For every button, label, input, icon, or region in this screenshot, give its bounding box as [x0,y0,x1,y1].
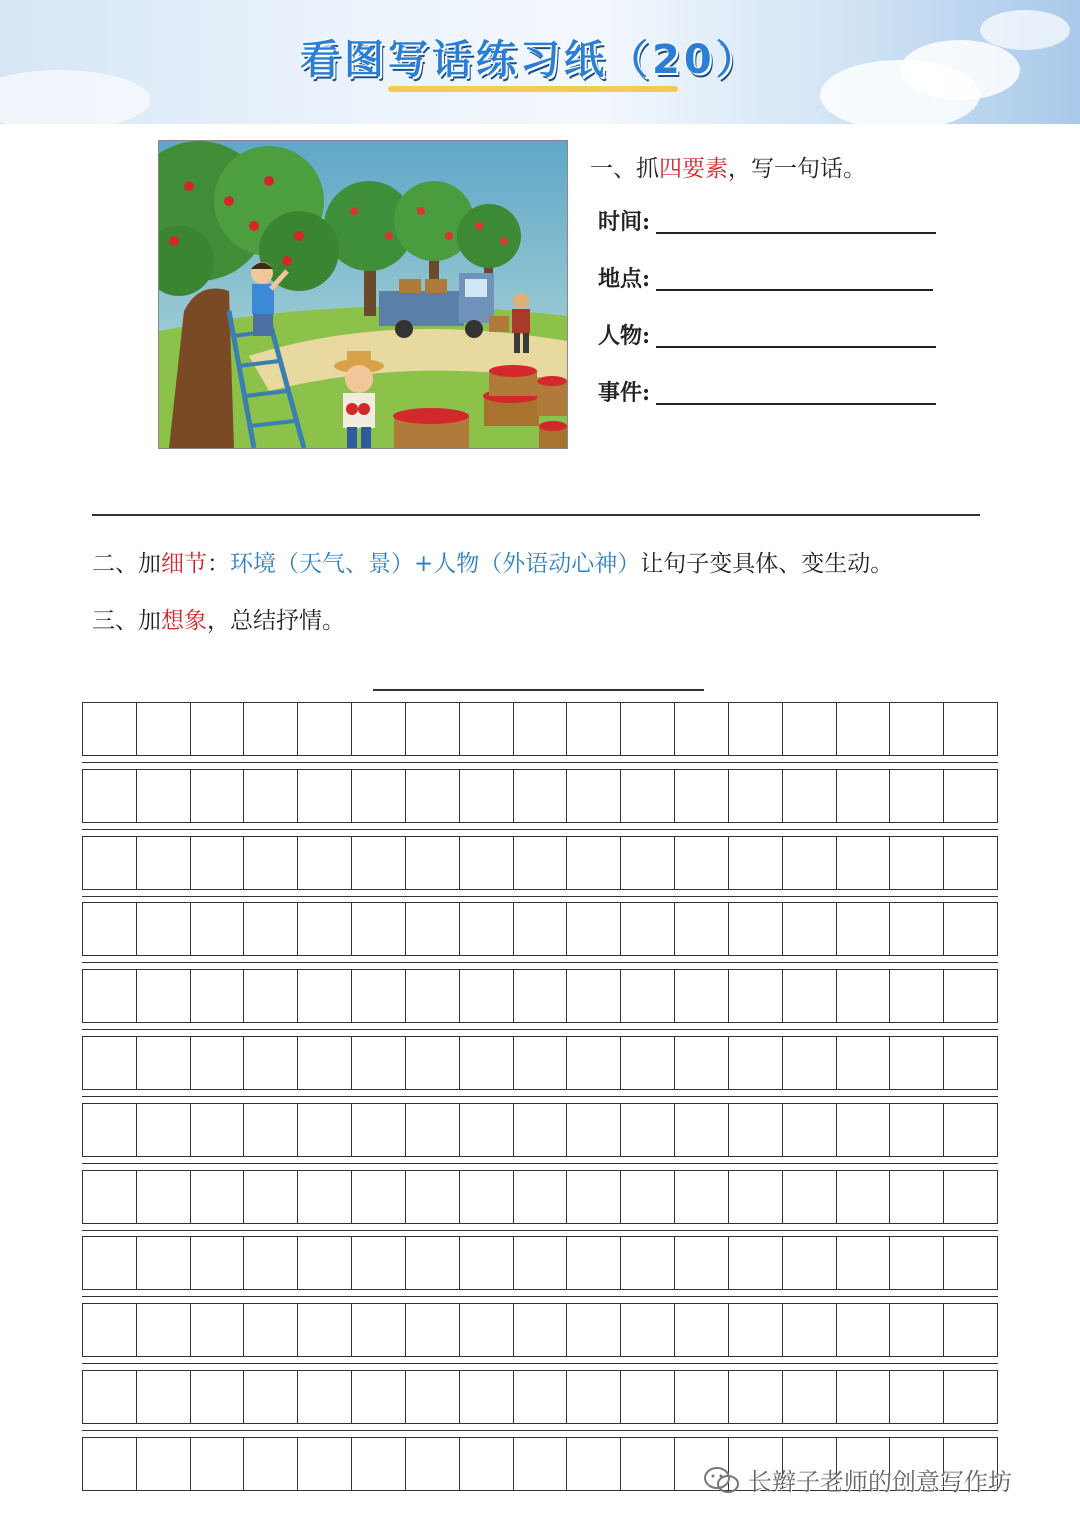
grid-cell[interactable] [675,970,729,1022]
grid-cell[interactable] [567,1104,621,1156]
grid-gap-line [82,1430,998,1431]
sentence-answer-line[interactable] [92,514,980,516]
place-label: 地点: [598,266,651,292]
grid-cell[interactable] [514,903,568,955]
grid-cell[interactable] [460,1037,514,1089]
grid-cell[interactable] [514,703,568,755]
grid-cell[interactable] [675,703,729,755]
grid-cell[interactable] [621,770,675,822]
grid-cell[interactable] [783,1371,837,1423]
grid-cell[interactable] [783,1037,837,1089]
section2-heading [92,545,893,578]
grid-cell[interactable] [729,1304,783,1356]
grid-cell[interactable] [460,970,514,1022]
grid-cell[interactable] [514,770,568,822]
grid-cell[interactable] [137,1371,191,1423]
grid-cell[interactable] [514,1438,568,1490]
grid-cell[interactable] [729,1371,783,1423]
grid-cell[interactable] [944,837,997,889]
grid-cell[interactable] [244,1304,298,1356]
grid-cell[interactable] [298,1037,352,1089]
grid-cell[interactable] [191,1371,245,1423]
grid-cell[interactable] [244,770,298,822]
section3-suffix: ，总结抒情。 [207,608,345,634]
grid-cell[interactable] [460,1304,514,1356]
grid-cell[interactable] [298,1438,352,1490]
grid-gap-line [82,762,998,763]
grid-cell[interactable] [298,1371,352,1423]
grid-row [82,1103,998,1157]
wechat-icon [702,1465,742,1495]
section1-highlight: 四要素 [659,156,728,182]
grid-cell[interactable] [352,837,406,889]
grid-cell[interactable] [137,1237,191,1289]
grid-cell[interactable] [406,770,460,822]
grid-cell[interactable] [675,1104,729,1156]
grid-cell[interactable] [137,770,191,822]
grid-cell[interactable] [567,970,621,1022]
grid-gap-line [82,1029,998,1030]
event-label: 事件: [598,380,651,406]
grid-cell[interactable] [729,703,783,755]
grid-cell[interactable] [729,1237,783,1289]
grid-cell[interactable] [244,1171,298,1223]
grid-cell[interactable] [621,1171,675,1223]
grid-cell[interactable] [191,903,245,955]
grid-cell[interactable] [890,1104,944,1156]
grid-cell[interactable] [675,1037,729,1089]
grid-cell[interactable] [514,1104,568,1156]
grid-cell[interactable] [191,1438,245,1490]
section2-suffix: 让句子变具体、变生动。 [640,551,894,577]
grid-cell[interactable] [783,837,837,889]
grid-cell[interactable] [621,970,675,1022]
grid-cell[interactable] [675,837,729,889]
grid-cell[interactable] [406,1304,460,1356]
grid-cell[interactable] [298,1304,352,1356]
grid-cell[interactable] [83,1237,137,1289]
grid-cell[interactable] [675,770,729,822]
grid-cell[interactable] [729,970,783,1022]
grid-cell[interactable] [783,903,837,955]
grid-cell[interactable] [406,1438,460,1490]
grid-cell[interactable] [406,1171,460,1223]
time-label: 时间: [598,209,651,235]
grid-cell[interactable] [675,903,729,955]
grid-gap-line [82,1363,998,1364]
grid-cell[interactable] [244,1237,298,1289]
grid-row [82,769,998,823]
section2-highlight: 细节 [161,551,207,577]
grid-cell[interactable] [191,1104,245,1156]
grid-row [82,969,998,1023]
grid-cell[interactable] [244,703,298,755]
section1-suffix: ，写一句话。 [728,156,866,182]
grid-cell[interactable] [298,1237,352,1289]
grid-cell[interactable] [837,1171,891,1223]
grid-cell[interactable] [460,903,514,955]
grid-cell[interactable] [783,703,837,755]
grid-row [82,1303,998,1357]
grid-cell[interactable] [837,837,891,889]
grid-cell[interactable] [83,1304,137,1356]
orchard-illustration [158,140,568,449]
grid-cell[interactable] [514,1371,568,1423]
grid-row [82,902,998,956]
grid-cell[interactable] [675,1237,729,1289]
grid-cell[interactable] [460,1438,514,1490]
grid-cell[interactable] [244,903,298,955]
grid-cell[interactable] [137,1171,191,1223]
grid-cell[interactable] [944,1171,997,1223]
grid-cell[interactable] [944,1371,997,1423]
grid-cell[interactable] [352,1371,406,1423]
grid-cell[interactable] [83,1371,137,1423]
grid-row [82,1170,998,1224]
grid-cell[interactable] [783,1104,837,1156]
grid-cell[interactable] [944,903,997,955]
grid-cell[interactable] [567,1237,621,1289]
grid-cell[interactable] [944,1304,997,1356]
section2-prefix: 二、加 [92,551,161,577]
grid-cell[interactable] [783,970,837,1022]
grid-cell[interactable] [621,1037,675,1089]
grid-cell[interactable] [137,1438,191,1490]
section3-highlight: 想象 [161,608,207,634]
grid-cell[interactable] [244,1037,298,1089]
grid-cell[interactable] [621,1104,675,1156]
grid-cell[interactable] [837,770,891,822]
grid-cell[interactable] [298,970,352,1022]
grid-cell[interactable] [567,770,621,822]
grid-cell[interactable] [406,970,460,1022]
grid-cell[interactable] [352,770,406,822]
grid-cell[interactable] [890,1304,944,1356]
grid-cell[interactable] [191,837,245,889]
grid-cell[interactable] [890,970,944,1022]
grid-cell[interactable] [514,970,568,1022]
grid-cell[interactable] [191,1037,245,1089]
grid-cell[interactable] [137,837,191,889]
time-blank-line[interactable] [656,232,936,234]
grid-cell[interactable] [944,1037,997,1089]
people-blank-line[interactable] [656,346,936,348]
grid-gap-line [82,962,998,963]
grid-cell[interactable] [567,837,621,889]
grid-cell[interactable] [83,970,137,1022]
grid-gap-line [82,1230,998,1231]
grid-cell[interactable] [137,1304,191,1356]
grid-cell[interactable] [514,1037,568,1089]
grid-cell[interactable] [460,1171,514,1223]
title-banner [0,0,1080,124]
grid-cell[interactable] [567,1171,621,1223]
grid-cell[interactable] [783,1304,837,1356]
grid-cell[interactable] [567,1304,621,1356]
grid-cell[interactable] [837,703,891,755]
grid-cell[interactable] [191,770,245,822]
grid-cell[interactable] [460,703,514,755]
place-blank-line[interactable] [656,289,933,291]
grid-cell[interactable] [944,1237,997,1289]
grid-cell[interactable] [567,1371,621,1423]
grid-cell[interactable] [621,1237,675,1289]
grid-cell[interactable] [191,1171,245,1223]
grid-cell[interactable] [729,837,783,889]
grid-cell[interactable] [837,1237,891,1289]
grid-cell[interactable] [83,1104,137,1156]
grid-cell[interactable] [83,770,137,822]
grid-cell[interactable] [137,903,191,955]
grid-cell[interactable] [191,1304,245,1356]
grid-cell[interactable] [890,1371,944,1423]
grid-cell[interactable] [406,1237,460,1289]
grid-cell[interactable] [729,903,783,955]
grid-cell[interactable] [621,1438,675,1490]
grid-cell[interactable] [352,1037,406,1089]
grid-cell[interactable] [729,1037,783,1089]
grid-cell[interactable] [244,1371,298,1423]
section2-detail-text: 环境（天气、景）+人物（外语动心神） [230,551,641,577]
grid-cell[interactable] [191,703,245,755]
grid-cell[interactable] [890,1037,944,1089]
grid-row [82,1236,998,1290]
grid-gap-line [82,896,998,897]
grid-cell[interactable] [890,1171,944,1223]
grid-cell[interactable] [298,1104,352,1156]
grid-cell[interactable] [298,703,352,755]
grid-cell[interactable] [352,1438,406,1490]
grid-cell[interactable] [406,1104,460,1156]
event-blank-line[interactable] [656,403,936,405]
grid-cell[interactable] [244,837,298,889]
people-label: 人物: [598,323,651,349]
grid-row [82,702,998,756]
grid-cell[interactable] [675,1371,729,1423]
grid-cell[interactable] [514,837,568,889]
section3-prefix: 三、加 [92,608,161,634]
grid-cell[interactable] [567,903,621,955]
grid-cell[interactable] [191,1237,245,1289]
grid-cell[interactable] [83,903,137,955]
grid-cell[interactable] [675,1304,729,1356]
grid-cell[interactable] [460,1237,514,1289]
grid-cell[interactable] [406,703,460,755]
grid-cell[interactable] [460,1371,514,1423]
essay-title-line[interactable] [373,689,704,691]
grid-cell[interactable] [137,703,191,755]
grid-cell[interactable] [244,1438,298,1490]
grid-cell[interactable] [83,1171,137,1223]
grid-cell[interactable] [567,703,621,755]
grid-cell[interactable] [837,1371,891,1423]
grid-cell[interactable] [352,703,406,755]
grid-row [82,836,998,890]
grid-cell[interactable] [352,970,406,1022]
grid-cell[interactable] [675,1171,729,1223]
grid-cell[interactable] [352,1304,406,1356]
grid-cell[interactable] [137,1037,191,1089]
grid-cell[interactable] [298,837,352,889]
grid-cell[interactable] [83,1037,137,1089]
grid-row [82,1370,998,1424]
grid-cell[interactable] [406,903,460,955]
grid-cell[interactable] [514,1304,568,1356]
grid-cell[interactable] [137,970,191,1022]
grid-cell[interactable] [837,1104,891,1156]
grid-cell[interactable] [944,770,997,822]
grid-cell[interactable] [837,970,891,1022]
grid-gap-line [82,1163,998,1164]
grid-cell[interactable] [729,1104,783,1156]
grid-cell[interactable] [298,903,352,955]
grid-gap-line [82,829,998,830]
grid-cell[interactable] [729,770,783,822]
grid-cell[interactable] [621,837,675,889]
grid-cell[interactable] [837,903,891,955]
grid-cell[interactable] [83,703,137,755]
grid-gap-line [82,1096,998,1097]
grid-cell[interactable] [352,1104,406,1156]
grid-cell[interactable] [514,1171,568,1223]
grid-cell[interactable] [191,970,245,1022]
grid-gap-line [82,1296,998,1297]
grid-row [82,1036,998,1090]
grid-cell[interactable] [837,1037,891,1089]
grid-cell[interactable] [567,1438,621,1490]
grid-cell[interactable] [890,903,944,955]
grid-cell[interactable] [244,970,298,1022]
grid-cell[interactable] [890,770,944,822]
section1-heading [590,150,866,183]
section1-prefix: 一、抓 [590,156,659,182]
grid-cell[interactable] [567,1037,621,1089]
grid-cell[interactable] [244,1104,298,1156]
grid-cell[interactable] [783,1171,837,1223]
grid-cell[interactable] [783,770,837,822]
grid-cell[interactable] [783,1237,837,1289]
grid-cell[interactable] [406,1037,460,1089]
grid-cell[interactable] [137,1104,191,1156]
watermark-text: 长辫子老师的创意写作坊 [748,1468,1012,1496]
grid-cell[interactable] [298,770,352,822]
grid-cell[interactable] [621,1304,675,1356]
grid-cell[interactable] [83,837,137,889]
grid-cell[interactable] [890,837,944,889]
grid-cell[interactable] [352,1237,406,1289]
grid-cell[interactable] [352,1171,406,1223]
grid-cell[interactable] [621,703,675,755]
grid-cell[interactable] [621,903,675,955]
grid-cell[interactable] [890,703,944,755]
grid-cell[interactable] [944,1104,997,1156]
grid-cell[interactable] [890,1237,944,1289]
grid-cell[interactable] [460,1104,514,1156]
grid-cell[interactable] [406,837,460,889]
grid-cell[interactable] [406,1371,460,1423]
grid-cell[interactable] [83,1438,137,1490]
section3-heading [92,602,345,635]
section2-colon: ： [207,551,230,577]
grid-cell[interactable] [298,1171,352,1223]
grid-cell[interactable] [944,970,997,1022]
grid-cell[interactable] [621,1371,675,1423]
grid-cell[interactable] [729,1171,783,1223]
grid-cell[interactable] [460,770,514,822]
page-title: 看图写话练习纸（20） [300,37,760,83]
grid-cell[interactable] [514,1237,568,1289]
grid-cell[interactable] [944,703,997,755]
grid-cell[interactable] [837,1304,891,1356]
grid-cell[interactable] [352,903,406,955]
grid-cell[interactable] [460,837,514,889]
